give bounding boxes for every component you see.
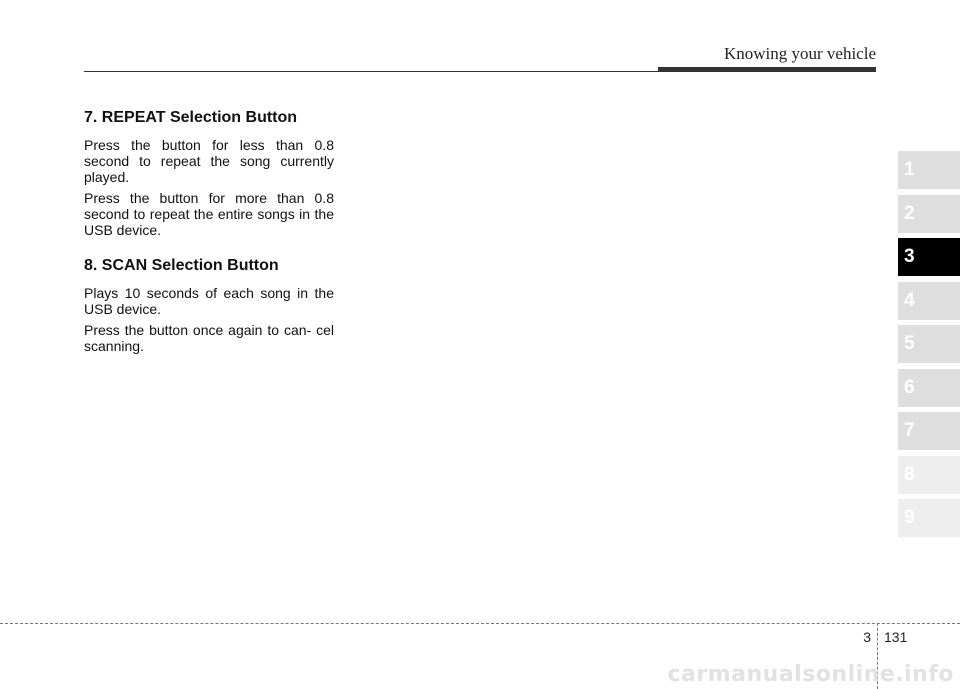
header-rule-accent	[658, 67, 876, 72]
footer-page-number: 131	[884, 629, 908, 645]
header-rule	[84, 71, 658, 72]
header-title: Knowing your vehicle	[723, 44, 876, 63]
watermark: carmanualsonline.info	[667, 662, 954, 687]
chapter-tab-5[interactable]: 5	[898, 325, 960, 363]
footer-chapter-number: 3	[863, 629, 871, 645]
main-content	[84, 108, 334, 359]
chapter-tab-4[interactable]: 4	[898, 282, 960, 320]
section-repeat-button	[84, 108, 334, 238]
paragraph: Press the button once again to can- cel scanning.	[84, 322, 334, 354]
chapter-tabs	[898, 151, 960, 543]
paragraph: Plays 10 seconds of each song in the USB device.	[84, 285, 334, 317]
chapter-tab-1[interactable]: 1	[898, 151, 960, 189]
chapter-tab-7[interactable]: 7	[898, 412, 960, 450]
footer-divider	[0, 623, 960, 624]
paragraph: Press the button for more than 0.8 second to repeat the entire songs in the USB device.	[84, 190, 334, 238]
chapter-tab-8[interactable]: 8	[898, 456, 960, 494]
chapter-tab-2[interactable]: 2	[898, 195, 960, 233]
chapter-tab-9[interactable]: 9	[898, 499, 960, 537]
paragraph: Press the button for less than 0.8 second to repeat the song currently played.	[84, 137, 334, 185]
section-heading: 8. SCAN Selection Button	[84, 257, 279, 274]
chapter-tab-6[interactable]: 6	[898, 369, 960, 407]
section-scan-button	[84, 256, 334, 354]
chapter-tab-3[interactable]: 3	[898, 238, 960, 276]
section-heading: 7. REPEAT Selection Button	[84, 109, 298, 126]
